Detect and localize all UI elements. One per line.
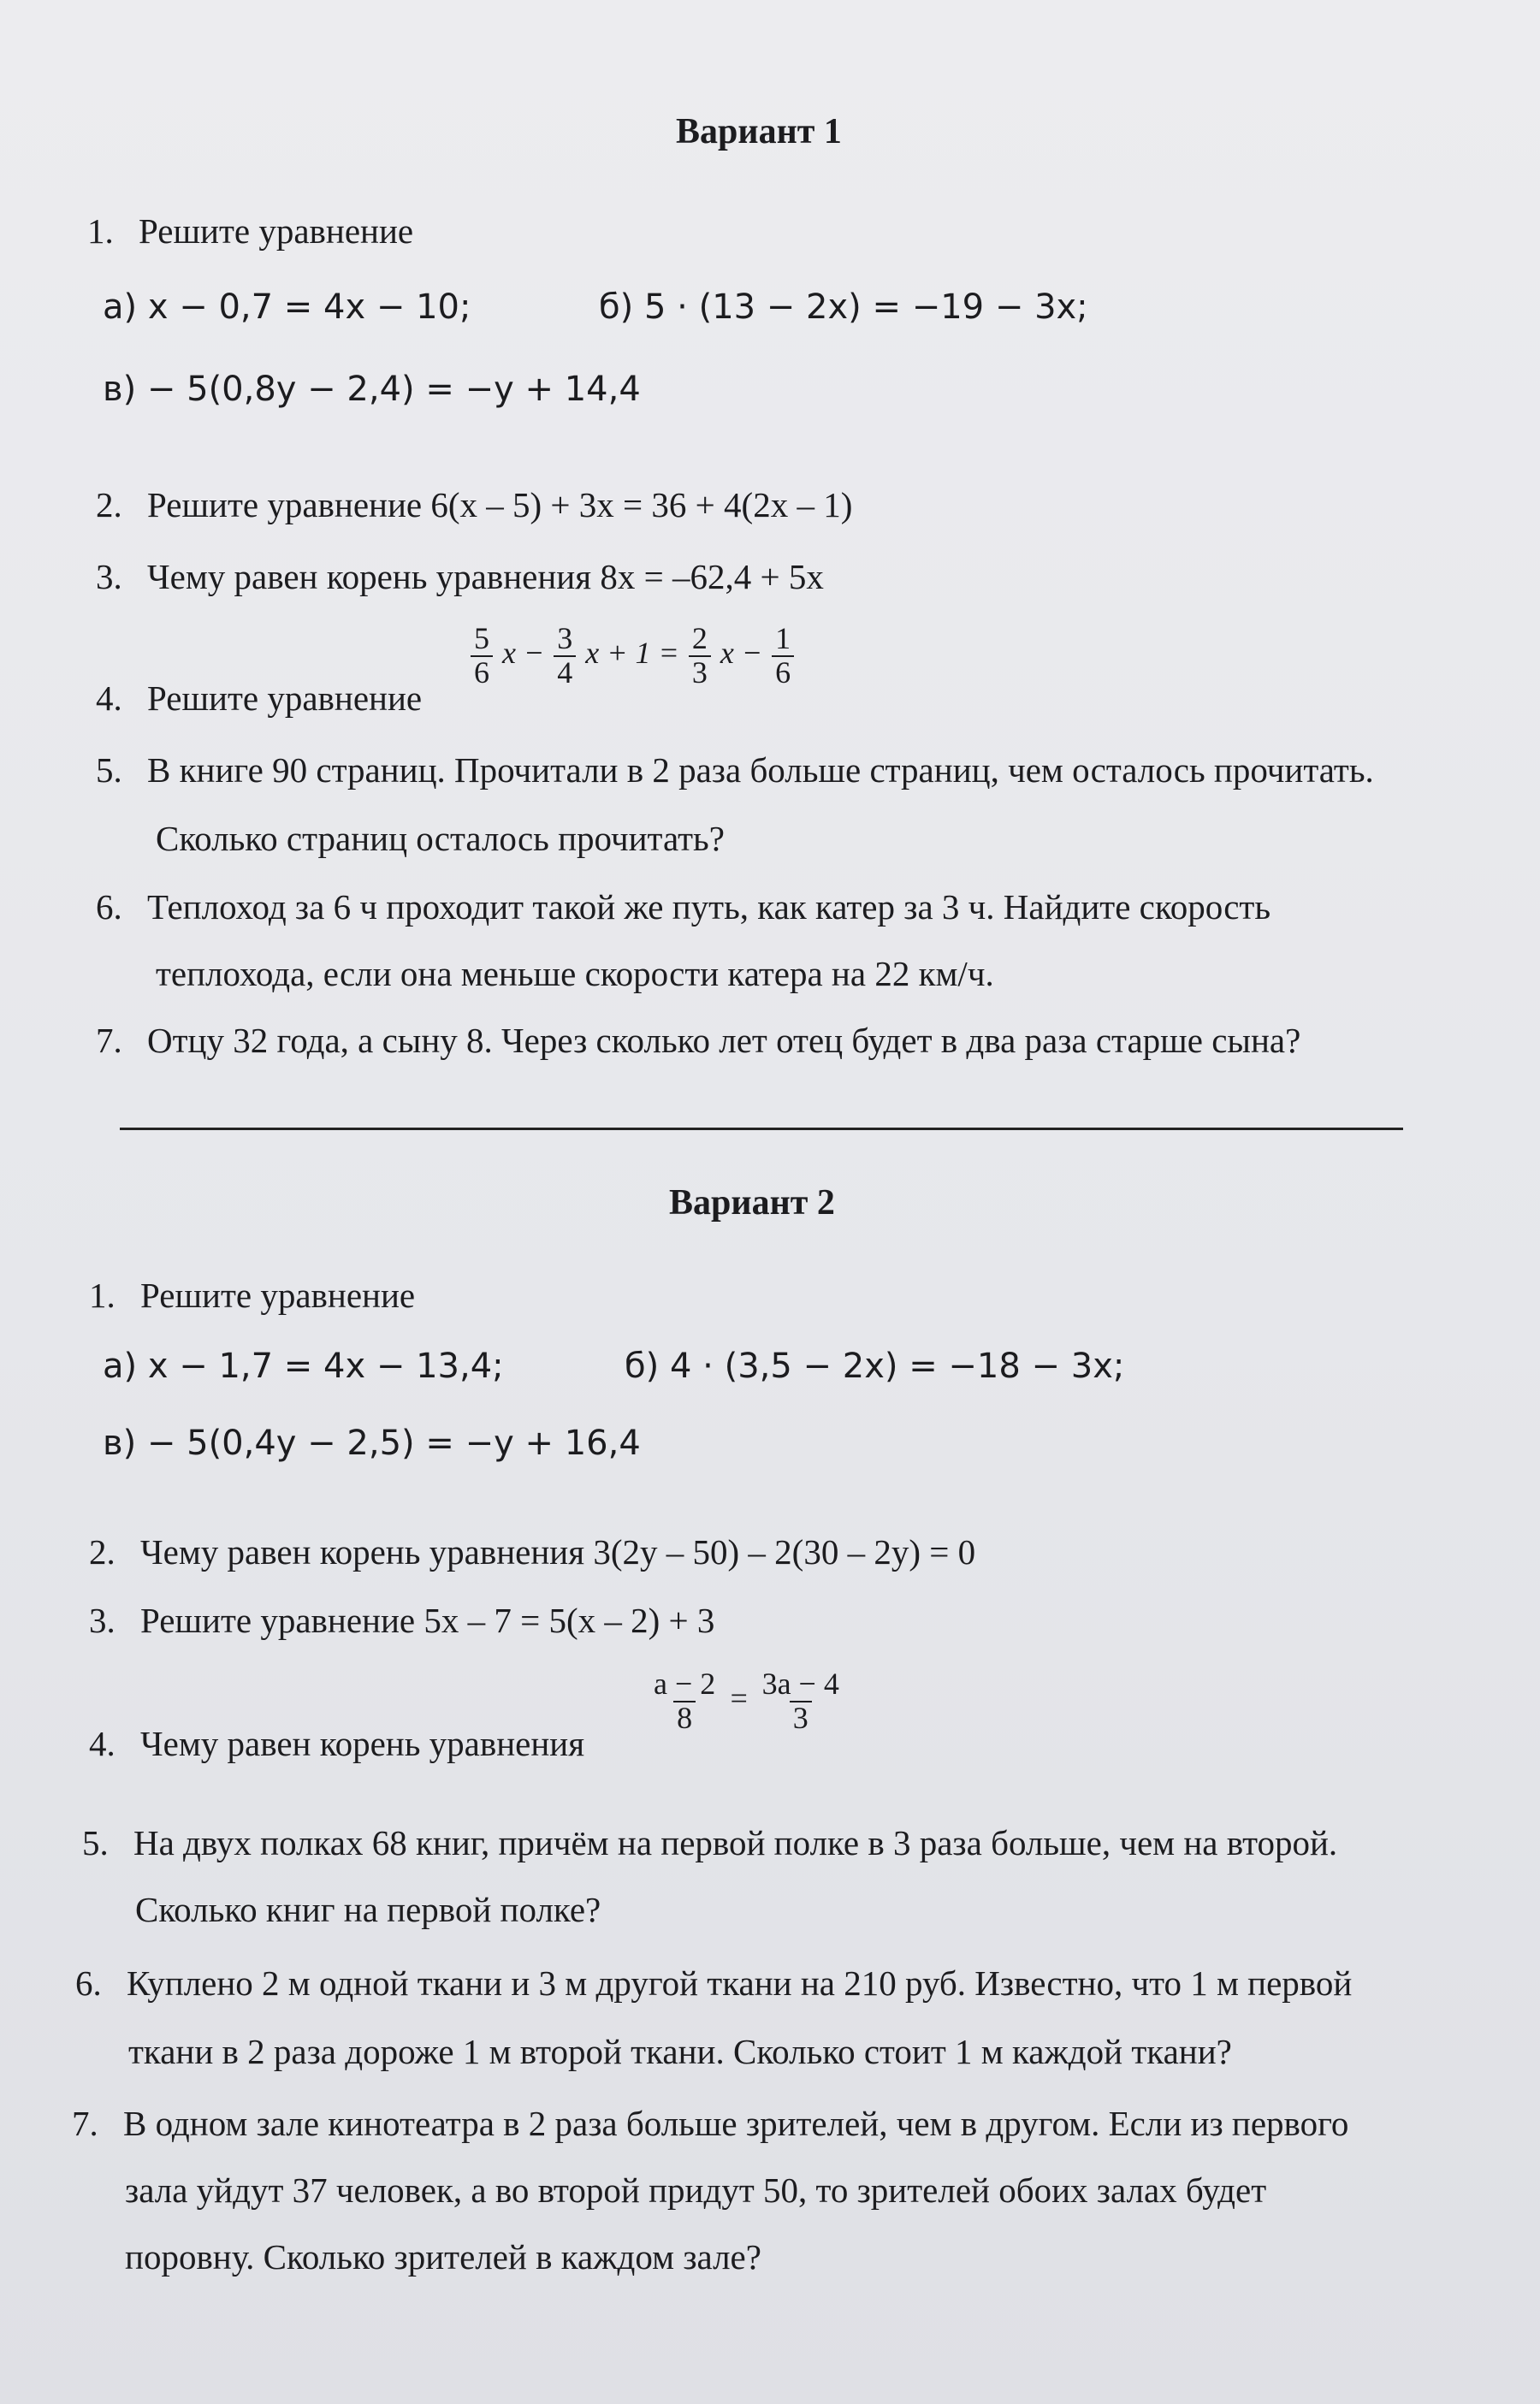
v2-task-1a-equation: а) x − 1,7 = 4x − 13,4; (103, 1347, 504, 1386)
task-text: Решите уравнение (147, 678, 423, 718)
operator: x − (720, 636, 763, 671)
task-number: 1. (89, 1276, 116, 1315)
v2-task-1c-equation: в) − 5(0,4y − 2,5) = −y + 16,4 (103, 1424, 641, 1463)
task-text: На двух полках 68 книг, причём на первой полке в 3 раза больше, чем на второй. (133, 1823, 1338, 1862)
denominator: 3 (689, 655, 711, 690)
numerator: 1 (775, 621, 791, 655)
v1-task-1c-equation: в) − 5(0,8y − 2,4) = −y + 14,4 (103, 370, 641, 409)
v1-task-3 (96, 556, 824, 597)
fraction (471, 623, 493, 690)
variant-2-title: Вариант 2 (669, 1183, 835, 1223)
v2-task-7-line-3: поровну. Сколько зрителей в каждом зале? (125, 2237, 761, 2277)
v2-task-5 (82, 1822, 1337, 1863)
denominator: 6 (471, 655, 493, 690)
task-number: 4. (89, 1724, 116, 1763)
variant-1-title: Вариант 1 (676, 112, 842, 151)
numerator: 3a − 4 (761, 1667, 839, 1701)
v1-task-5-line-2: Сколько страниц осталось прочитать? (156, 819, 725, 858)
task-number: 5. (82, 1823, 109, 1862)
v1-task-7 (96, 1020, 1300, 1061)
task-number: 7. (72, 2104, 98, 2143)
v2-task-4 (89, 1723, 584, 1764)
fraction (554, 623, 576, 690)
v1-task-5 (96, 749, 1374, 790)
task-text: Теплоход за 6 ч проходит такой же путь, как катер за 3 ч. Найдите скорость (147, 887, 1271, 927)
task-number: 3. (96, 557, 122, 596)
denominator: 6 (772, 655, 794, 690)
task-number: 1. (87, 211, 114, 251)
operator: = (728, 1681, 749, 1716)
v2-task-3 (89, 1600, 714, 1641)
task-text: В одном зале кинотеатра в 2 раза больше зрителей, чем в другом. Если из первого (123, 2104, 1349, 2143)
v2-task-6 (75, 1963, 1352, 2004)
task-number: 6. (75, 1963, 102, 2003)
numerator: a − 2 (654, 1667, 716, 1701)
v1-task-1 (87, 210, 413, 252)
denominator: 4 (554, 655, 576, 690)
v2-task-7 (72, 2103, 1348, 2144)
task-text: Чему равен корень уравнения (140, 1724, 585, 1763)
task-number: 2. (96, 485, 122, 524)
task-text: Решите уравнение (139, 211, 414, 251)
task-text: Решите уравнение (140, 1276, 416, 1315)
task-text: Решите уравнение 6(x – 5) + 3x = 36 + 4(2x – 1) (147, 485, 853, 524)
v2-task-5-line-2: Сколько книг на первой полке? (135, 1890, 601, 1929)
v1-task-4-equation (469, 623, 796, 690)
task-number: 6. (96, 887, 122, 927)
v1-task-1b-equation: б) 5 · (13 − 2x) = −19 − 3x; (599, 287, 1088, 327)
fraction (650, 1668, 719, 1735)
v2-task-6-line-2: ткани в 2 раза дороже 1 м второй ткани. Сколько стоит 1 м каждой ткани? (128, 2032, 1232, 2071)
operator: x + 1 = (585, 636, 679, 671)
denominator: 8 (673, 1701, 696, 1735)
numerator: 3 (557, 621, 573, 655)
fraction (689, 623, 711, 690)
operator: x − (502, 636, 545, 671)
task-number: 5. (96, 750, 122, 790)
task-number: 7. (96, 1021, 122, 1060)
v1-task-4 (96, 678, 422, 719)
task-number: 3. (89, 1601, 116, 1640)
v2-task-1b-equation: б) 4 · (3,5 − 2x) = −18 − 3x; (625, 1347, 1125, 1386)
v2-task-7-line-2: зала уйдут 37 человек, а во второй придут 50, то зрителей обоих залах будет (125, 2170, 1267, 2210)
task-text: Отцу 32 года, а сыну 8. Через сколько лет отец будет в два раза старше сына? (147, 1021, 1301, 1060)
task-text: Куплено 2 м одной ткани и 3 м другой ткани на 210 руб. Известно, что 1 м первой (127, 1963, 1353, 2003)
task-text: Чему равен корень уравнения 3(2y – 50) – 2(30 – 2y) = 0 (140, 1532, 976, 1572)
task-number: 4. (96, 678, 122, 718)
denominator: 3 (790, 1701, 812, 1735)
v1-task-2 (96, 484, 852, 525)
v1-task-6 (96, 886, 1270, 927)
fraction (759, 1668, 843, 1735)
task-number: 2. (89, 1532, 116, 1572)
numerator: 2 (691, 621, 708, 655)
v2-task-1 (89, 1275, 415, 1316)
section-divider (120, 1128, 1403, 1130)
fraction (772, 623, 794, 690)
v1-task-6-line-2: теплохода, если она меньше скорости катера на 22 км/ч. (156, 954, 994, 993)
task-text: Решите уравнение 5x – 7 = 5(x – 2) + 3 (140, 1601, 715, 1640)
numerator: 5 (474, 621, 489, 655)
v2-task-4-equation (649, 1668, 844, 1735)
task-text: Чему равен корень уравнения 8x = –62,4 + 5x (147, 557, 824, 596)
task-text: В книге 90 страниц. Прочитали в 2 раза больше страниц, чем осталось прочитать. (147, 750, 1374, 790)
v1-task-1a-equation: а) x − 0,7 = 4x − 10; (103, 287, 471, 327)
v2-task-2 (89, 1531, 975, 1572)
